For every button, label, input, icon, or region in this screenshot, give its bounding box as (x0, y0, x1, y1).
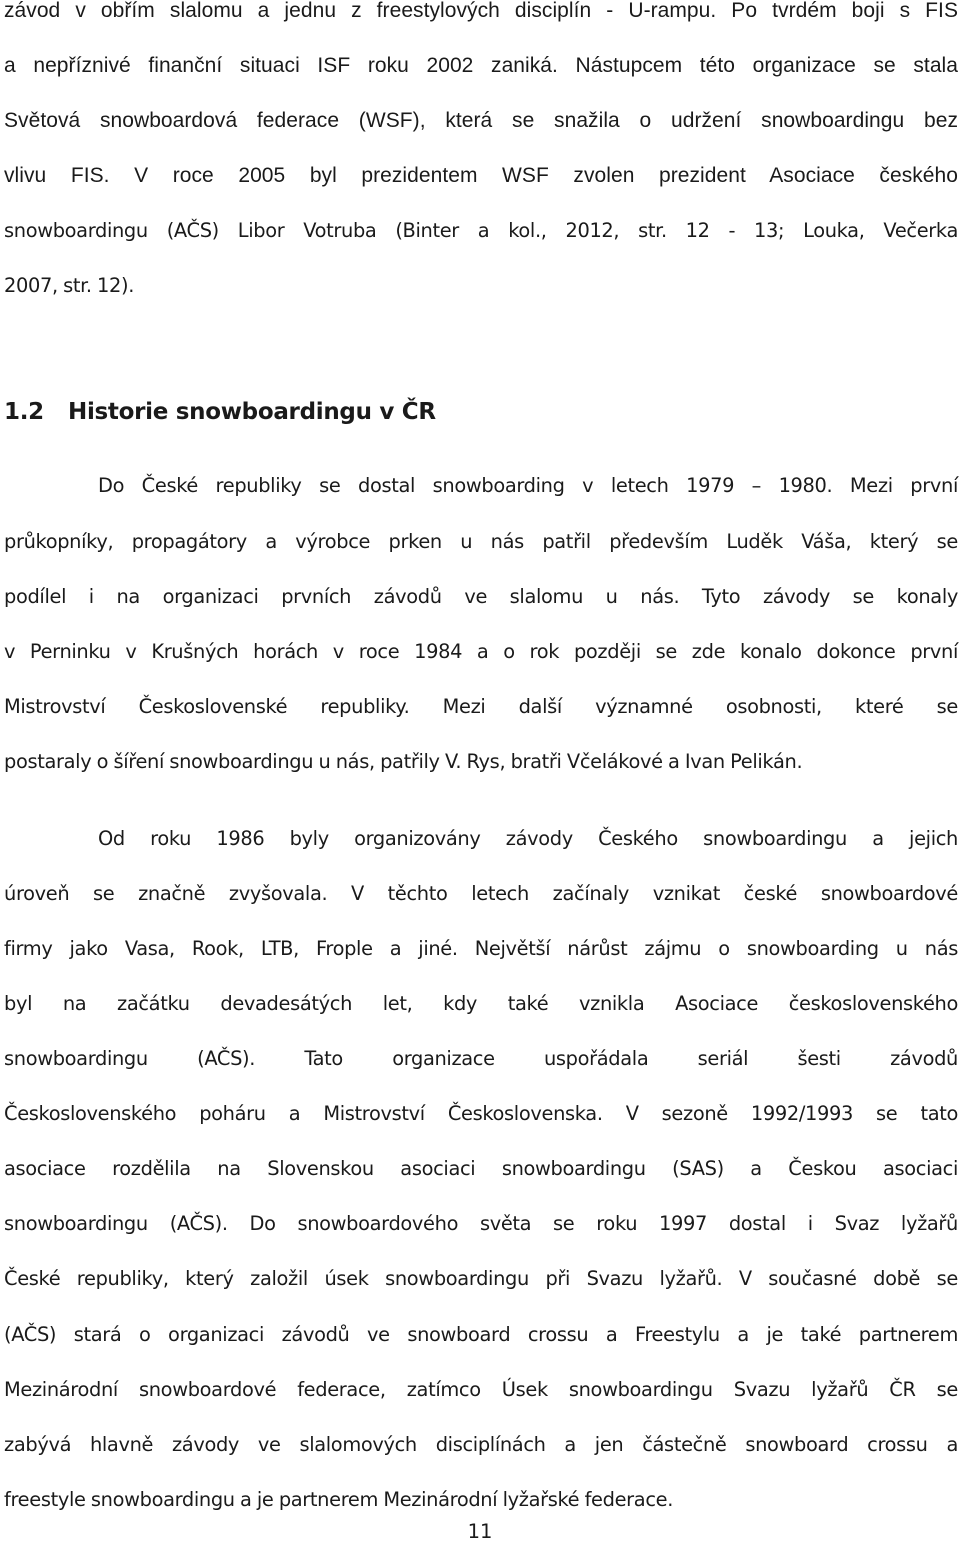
text-line: snowboardingu (AČS). Do snowboardového světa se roku 1997 dostal i Svaz lyžařů (4, 1212, 958, 1235)
text-line: 2007, str. 12). (4, 274, 135, 297)
text-line: závod v obřím slalomu a jednu z freestylových disciplín - U-rampu. Po tvrdém boji s FIS (4, 0, 958, 22)
text-line: vlivu FIS. V roce 2005 byl prezidentem WSF zvolen prezident Asociace českého (4, 164, 958, 187)
text-line: snowboardingu (AČS) Libor Votruba (Binter a kol., 2012, str. 12 - 13; Louka, Večerka (4, 219, 958, 242)
text-line: Do České republiky se dostal snowboarding v letech 1979 – 1980. Mezi první (98, 474, 958, 497)
text-line: Mezinárodní snowboardové federace, zatímco Úsek snowboardingu Svazu lyžařů ČR se (4, 1378, 958, 1401)
text-line: České republiky, který založil úsek snowboardingu při Svazu lyžařů. V současné době se (4, 1267, 958, 1290)
text-line: Československého poháru a Mistrovství Československa. V sezoně 1992/1993 se tato (4, 1102, 958, 1125)
section-heading (4, 393, 436, 431)
text-line: freestyle snowboardingu a je partnerem Mezinárodní lyžařské federace. (4, 1488, 674, 1511)
section-number: 1.2 (4, 399, 44, 425)
text-line: úroveň se značně zvyšovala. V těchto letech začínaly vznikat české snowboardové (4, 882, 958, 905)
text-line: byl na začátku devadesátých let, kdy také vznikla Asociace československého (4, 992, 958, 1015)
text-line: (AČS) stará o organizaci závodů ve snowboard crossu a Freestylu a je také partnerem (4, 1323, 958, 1346)
text-line: snowboardingu (AČS). Tato organizace uspořádala seriál šesti závodů (4, 1047, 958, 1070)
text-line: a nepříznivé finanční situaci ISF roku 2002 zaniká. Nástupcem této organizace se stala (4, 54, 958, 77)
text-line: průkopníky, propagátory a výrobce prken u nás patřil především Luděk Váša, který se (4, 530, 958, 553)
text-line: Od roku 1986 byly organizovány závody Českého snowboardingu a jejich (98, 827, 958, 850)
text-line: v Perninku v Krušných horách v roce 1984 a o rok později se zde konalo dokonce první (4, 640, 958, 663)
text-line: asociace rozdělila na Slovenskou asociaci snowboardingu (SAS) a Českou asociaci (4, 1157, 958, 1180)
text-line: zabývá hlavně závody ve slalomových disciplínách a jen částečně snowboard crossu a (4, 1433, 958, 1456)
text-line: firmy jako Vasa, Rook, LTB, Frople a jiné. Největší nárůst zájmu o snowboarding u nás (4, 937, 958, 960)
text-line: Mistrovství Československé republiky. Mezi další významné osobnosti, které se (4, 695, 958, 718)
text-line: podílel i na organizaci prvních závodů ve slalomu u nás. Tyto závody se konaly (4, 585, 958, 608)
text-line: Světová snowboardová federace (WSF), která se snažila o udržení snowboardingu bez (4, 109, 958, 132)
page-number: 11 (467, 1520, 493, 1543)
text-line: postaraly o šíření snowboardingu u nás, patřily V. Rys, bratři Včelákové a Ivan Pelikán. (4, 750, 803, 773)
section-title: Historie snowboardingu v ČR (68, 399, 436, 425)
